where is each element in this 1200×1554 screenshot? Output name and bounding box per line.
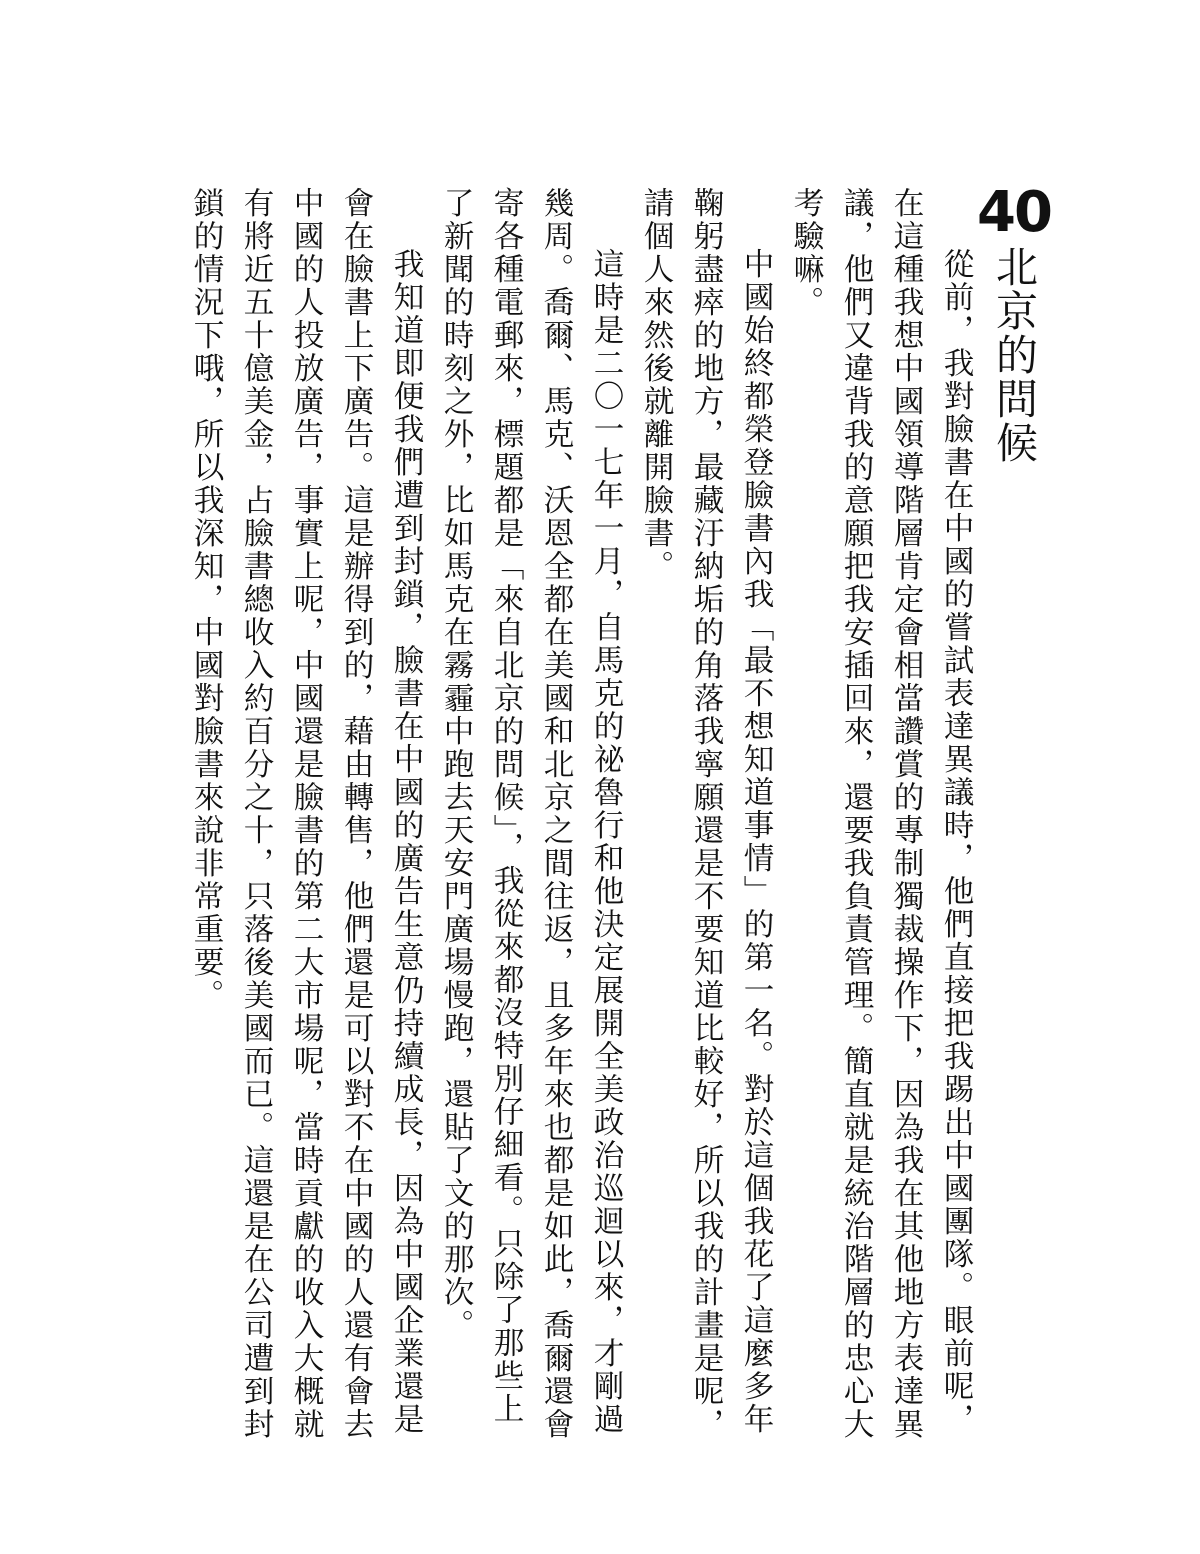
paragraph: 從前，我對臉書在中國的嘗試表達異議時，他們直接把我踢出中國團隊。眼前呢，在這種我想中國領導階層肯定會相當讚賞的專制獨裁操作下，因為我在其他地方表達異議，他們又違背我的意願把我安插回來，還要我負責管理。簡直就是統治階層的忠心大考驗嘛。 xyxy=(788,187,973,1441)
paragraph: 我知道即便我們遭到封鎖，臉書在中國的廣告生意仍持續成長，因為中國企業還是會在臉書上下廣告。這是辦得到的，藉由轉售，他們還是可以對不在中國的人還有會去中國的人投放廣告，事實上呢，中國還是臉書的第二大市場呢，當時貢獻的收入大概就有將近五十億美金，占臉書總收入約百分之十，只落後美國而已。這還是在公司遭到封鎖的情況下哦，所以我深知，中國對臉書來說非常重要。 xyxy=(188,187,423,1441)
body-text xyxy=(188,187,980,1457)
paragraph: 中國始終都榮登臉書內我「最不想知道事情」的第一名。對於這個我花了這麼多年鞠躬盡瘁的地方，最藏汙納垢的角落我寧願還是不要知道比較好，所以我的計畫是呢，請個人來然後就離開臉書。 xyxy=(638,187,773,1441)
paragraph: 這時是二〇一七年一月，自馬克的祕魯行和他決定展開全美政治巡迴以來，才剛過幾周。喬爾、馬克、沃恩全都在美國和北京之間往返，且多年來也都是如此，喬爾還會寄各種電郵來，標題都是「來自北京的問候」，我從來都沒特別仔細看。只除了那些上了新聞的時刻之外，比如馬克在霧霾中跑去天安門廣場慢跑，還貼了文的那次。 xyxy=(438,187,623,1441)
chapter-number: 40 xyxy=(977,180,1051,245)
chapter-title: 北京的問候 xyxy=(990,245,1039,465)
